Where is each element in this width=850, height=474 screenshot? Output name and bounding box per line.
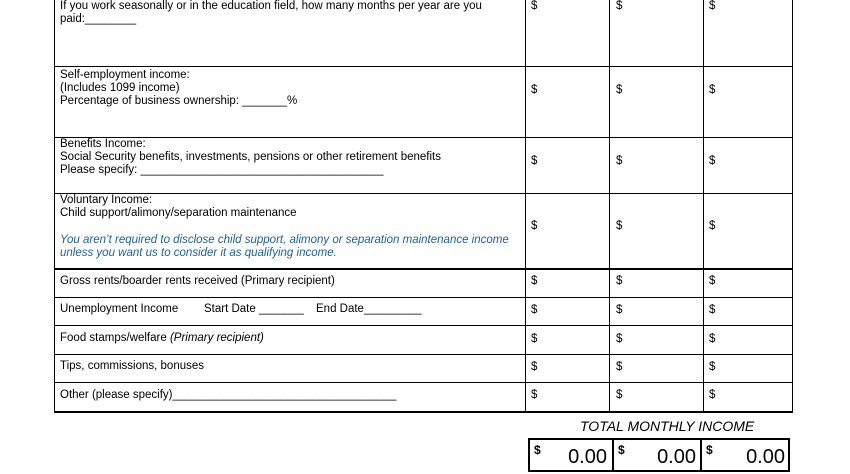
- amount-field[interactable]: $: [709, 155, 716, 167]
- food-stamps-label: [60, 332, 264, 345]
- self-employment-label: Self-employment income:: [60, 69, 190, 81]
- amount-field[interactable]: $: [616, 220, 623, 232]
- amount-field[interactable]: $: [531, 304, 538, 316]
- benefits-description: Social Security benefits, investments, pensions or other retirement benefits: [60, 151, 441, 163]
- amount-field[interactable]: $: [531, 220, 538, 232]
- amount-field[interactable]: $: [616, 0, 623, 12]
- amount-field[interactable]: $: [616, 84, 623, 96]
- ownership-percentage-field[interactable]: Percentage of business ownership: _______%: [60, 95, 298, 107]
- self-employment-includes: (Includes 1099 income): [60, 82, 180, 94]
- amount-field[interactable]: $: [709, 333, 716, 345]
- gross-rents-label: Gross rents/boarder rents received (Primary recipient): [60, 275, 335, 287]
- amount-field[interactable]: $: [616, 389, 623, 401]
- amount-field[interactable]: $: [531, 361, 538, 373]
- amount-field[interactable]: $: [709, 275, 716, 287]
- table-bottom-border: [54, 411, 793, 413]
- total-value-3[interactable]: 0.00: [746, 446, 785, 468]
- total-monthly-income-title: TOTAL MONTHLY INCOME: [580, 418, 755, 434]
- amount-field[interactable]: $: [616, 304, 623, 316]
- amount-field[interactable]: $: [709, 84, 716, 96]
- unemployment-end-date[interactable]: End Date_________: [316, 303, 422, 315]
- column-divider: [609, 0, 610, 412]
- row-divider: [54, 382, 793, 383]
- voluntary-disclosure-note-2: unless you want us to consider it as qualifying income.: [60, 247, 337, 259]
- primary-recipient-note: (Primary recipient): [169, 332, 264, 344]
- voluntary-label: Voluntary Income:: [60, 194, 153, 206]
- amount-field[interactable]: $: [531, 389, 538, 401]
- total-divider: [700, 438, 702, 472]
- row-divider: [54, 193, 793, 194]
- row-divider: [54, 268, 793, 270]
- amount-field[interactable]: $: [709, 220, 716, 232]
- total-currency: $: [534, 443, 541, 457]
- total-currency: $: [618, 443, 625, 457]
- total-divider: [612, 438, 614, 472]
- row-divider: [54, 297, 793, 298]
- amount-field[interactable]: $: [616, 275, 623, 287]
- amount-field[interactable]: $: [531, 155, 538, 167]
- seasonal-paid-field[interactable]: paid:________: [60, 13, 137, 25]
- total-currency: $: [706, 443, 713, 457]
- amount-field[interactable]: $: [709, 389, 716, 401]
- table-left-border: [54, 0, 55, 412]
- amount-field[interactable]: $: [616, 155, 623, 167]
- total-value-2[interactable]: 0.00: [657, 446, 696, 468]
- total-value-1[interactable]: 0.00: [568, 446, 607, 468]
- unemployment-label: Unemployment Income: [60, 303, 179, 315]
- row-divider: [54, 354, 793, 355]
- amount-field[interactable]: $: [531, 84, 538, 96]
- row-divider: [54, 66, 793, 67]
- column-divider: [703, 0, 704, 412]
- unemployment-start-date[interactable]: Start Date _______: [204, 303, 304, 315]
- amount-field[interactable]: $: [709, 0, 716, 12]
- seasonal-question: If you work seasonally or in the education field, how many months per year are you: [60, 0, 482, 12]
- amount-field[interactable]: $: [531, 333, 538, 345]
- benefits-specify-field[interactable]: Please specify: ______________________________________: [60, 164, 384, 176]
- tips-label: Tips, commissions, bonuses: [60, 360, 205, 372]
- other-specify-field[interactable]: Other (please specify)___________________________________: [60, 389, 397, 401]
- amount-field[interactable]: $: [616, 361, 623, 373]
- voluntary-disclosure-note: You aren’t required to disclose child support, alimony or separation maintenance income: [60, 234, 509, 246]
- voluntary-description: Child support/alimony/separation maintenance: [60, 207, 297, 219]
- amount-field[interactable]: $: [709, 304, 716, 316]
- row-divider: [54, 137, 793, 138]
- table-right-border: [792, 0, 793, 412]
- benefits-label: Benefits Income:: [60, 138, 146, 150]
- row-divider: [54, 325, 793, 326]
- column-divider: [525, 0, 526, 412]
- food-stamps-text: Food stamps/welfare: [60, 332, 170, 344]
- amount-field[interactable]: $: [531, 275, 538, 287]
- amount-field[interactable]: $: [531, 0, 538, 12]
- amount-field[interactable]: $: [616, 333, 623, 345]
- amount-field[interactable]: $: [709, 361, 716, 373]
